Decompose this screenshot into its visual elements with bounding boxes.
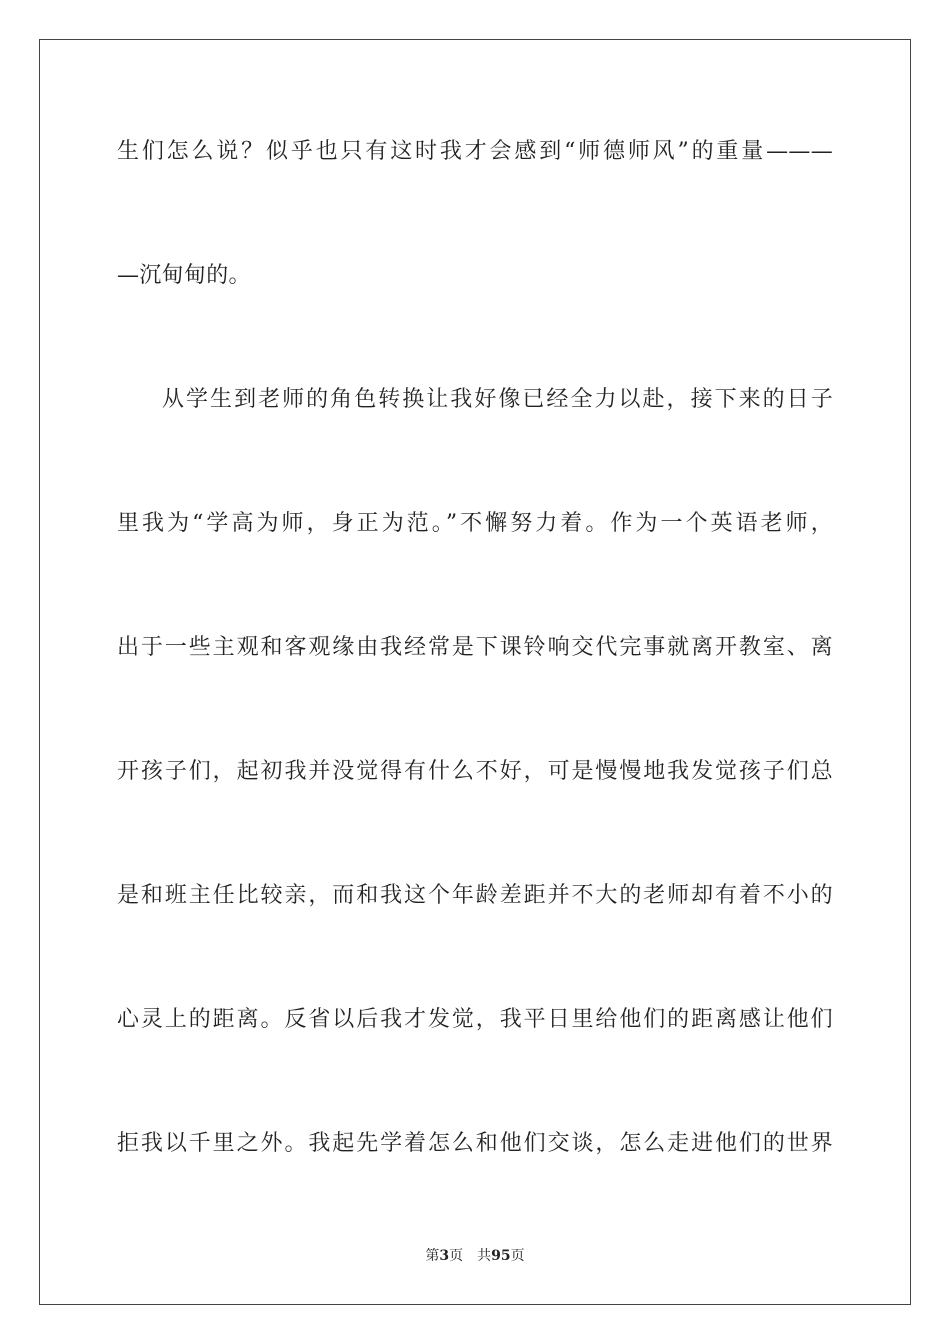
total-suffix: 页 xyxy=(510,1248,525,1264)
page-suffix: 页 xyxy=(449,1248,464,1264)
body-line-6: 开孩子们，起初我并没觉得有什么不好，可是慢慢地我发觉孩子们总 xyxy=(117,759,833,784)
page-number: 3 xyxy=(439,1248,450,1264)
total-prefix: 共 xyxy=(477,1248,492,1264)
body-line-9: 拒我以千里之外。我起先学着怎么和他们交谈，怎么走进他们的世界 xyxy=(117,1131,833,1156)
body-line-5: 出于一些主观和客观缘由我经常是下课铃响交代完事就离开教室、离 xyxy=(117,635,833,660)
body-line-3-paragraph-start: 从学生到老师的角色转换让我好像已经全力以赴，接下来的日子 xyxy=(162,387,833,412)
body-line-4: 里我为“学高为师，身正为范。”不懈努力着。作为一个英语老师， xyxy=(117,511,833,536)
body-line-2: —沉甸甸的。 xyxy=(117,263,251,288)
total-pages: 95 xyxy=(491,1248,511,1264)
body-line-8: 心灵上的距离。反省以后我才发觉，我平日里给他们的距离感让他们 xyxy=(117,1007,833,1032)
body-line-1: 生们怎么说？似乎也只有这时我才会感到“师德师风”的重量——— xyxy=(117,139,833,164)
page-footer xyxy=(0,1246,950,1266)
body-line-7: 是和班主任比较亲，而和我这个年龄差距并不大的老师却有着不小的 xyxy=(117,883,833,908)
page-frame xyxy=(39,39,911,1305)
page-prefix: 第 xyxy=(425,1248,440,1264)
